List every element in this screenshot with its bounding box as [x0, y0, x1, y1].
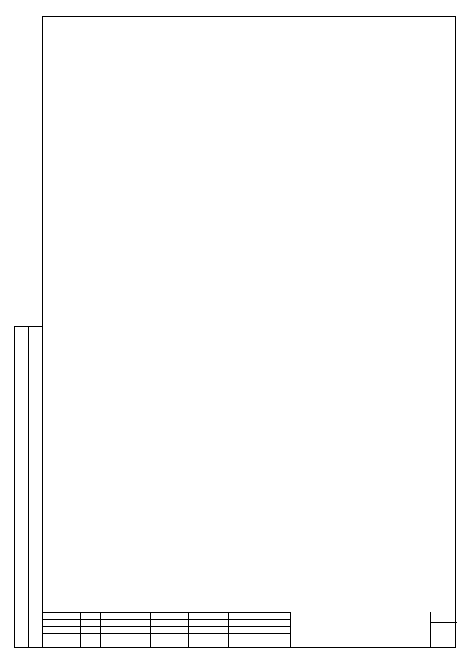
side-stamp-value-column — [29, 327, 43, 647]
title-block-divider — [80, 612, 81, 648]
title-block-divider — [100, 612, 101, 648]
title-block-divider — [42, 612, 43, 648]
side-stamp-label-column — [15, 327, 29, 647]
title-block-divider — [228, 612, 229, 648]
page-frame — [42, 16, 456, 648]
title-block-divider — [188, 612, 189, 648]
document-code — [290, 612, 430, 648]
title-block — [42, 612, 456, 648]
title-block-divider — [150, 612, 151, 648]
sheet-number — [431, 622, 457, 648]
sheet-box — [430, 612, 457, 648]
side-stamp — [14, 326, 42, 648]
